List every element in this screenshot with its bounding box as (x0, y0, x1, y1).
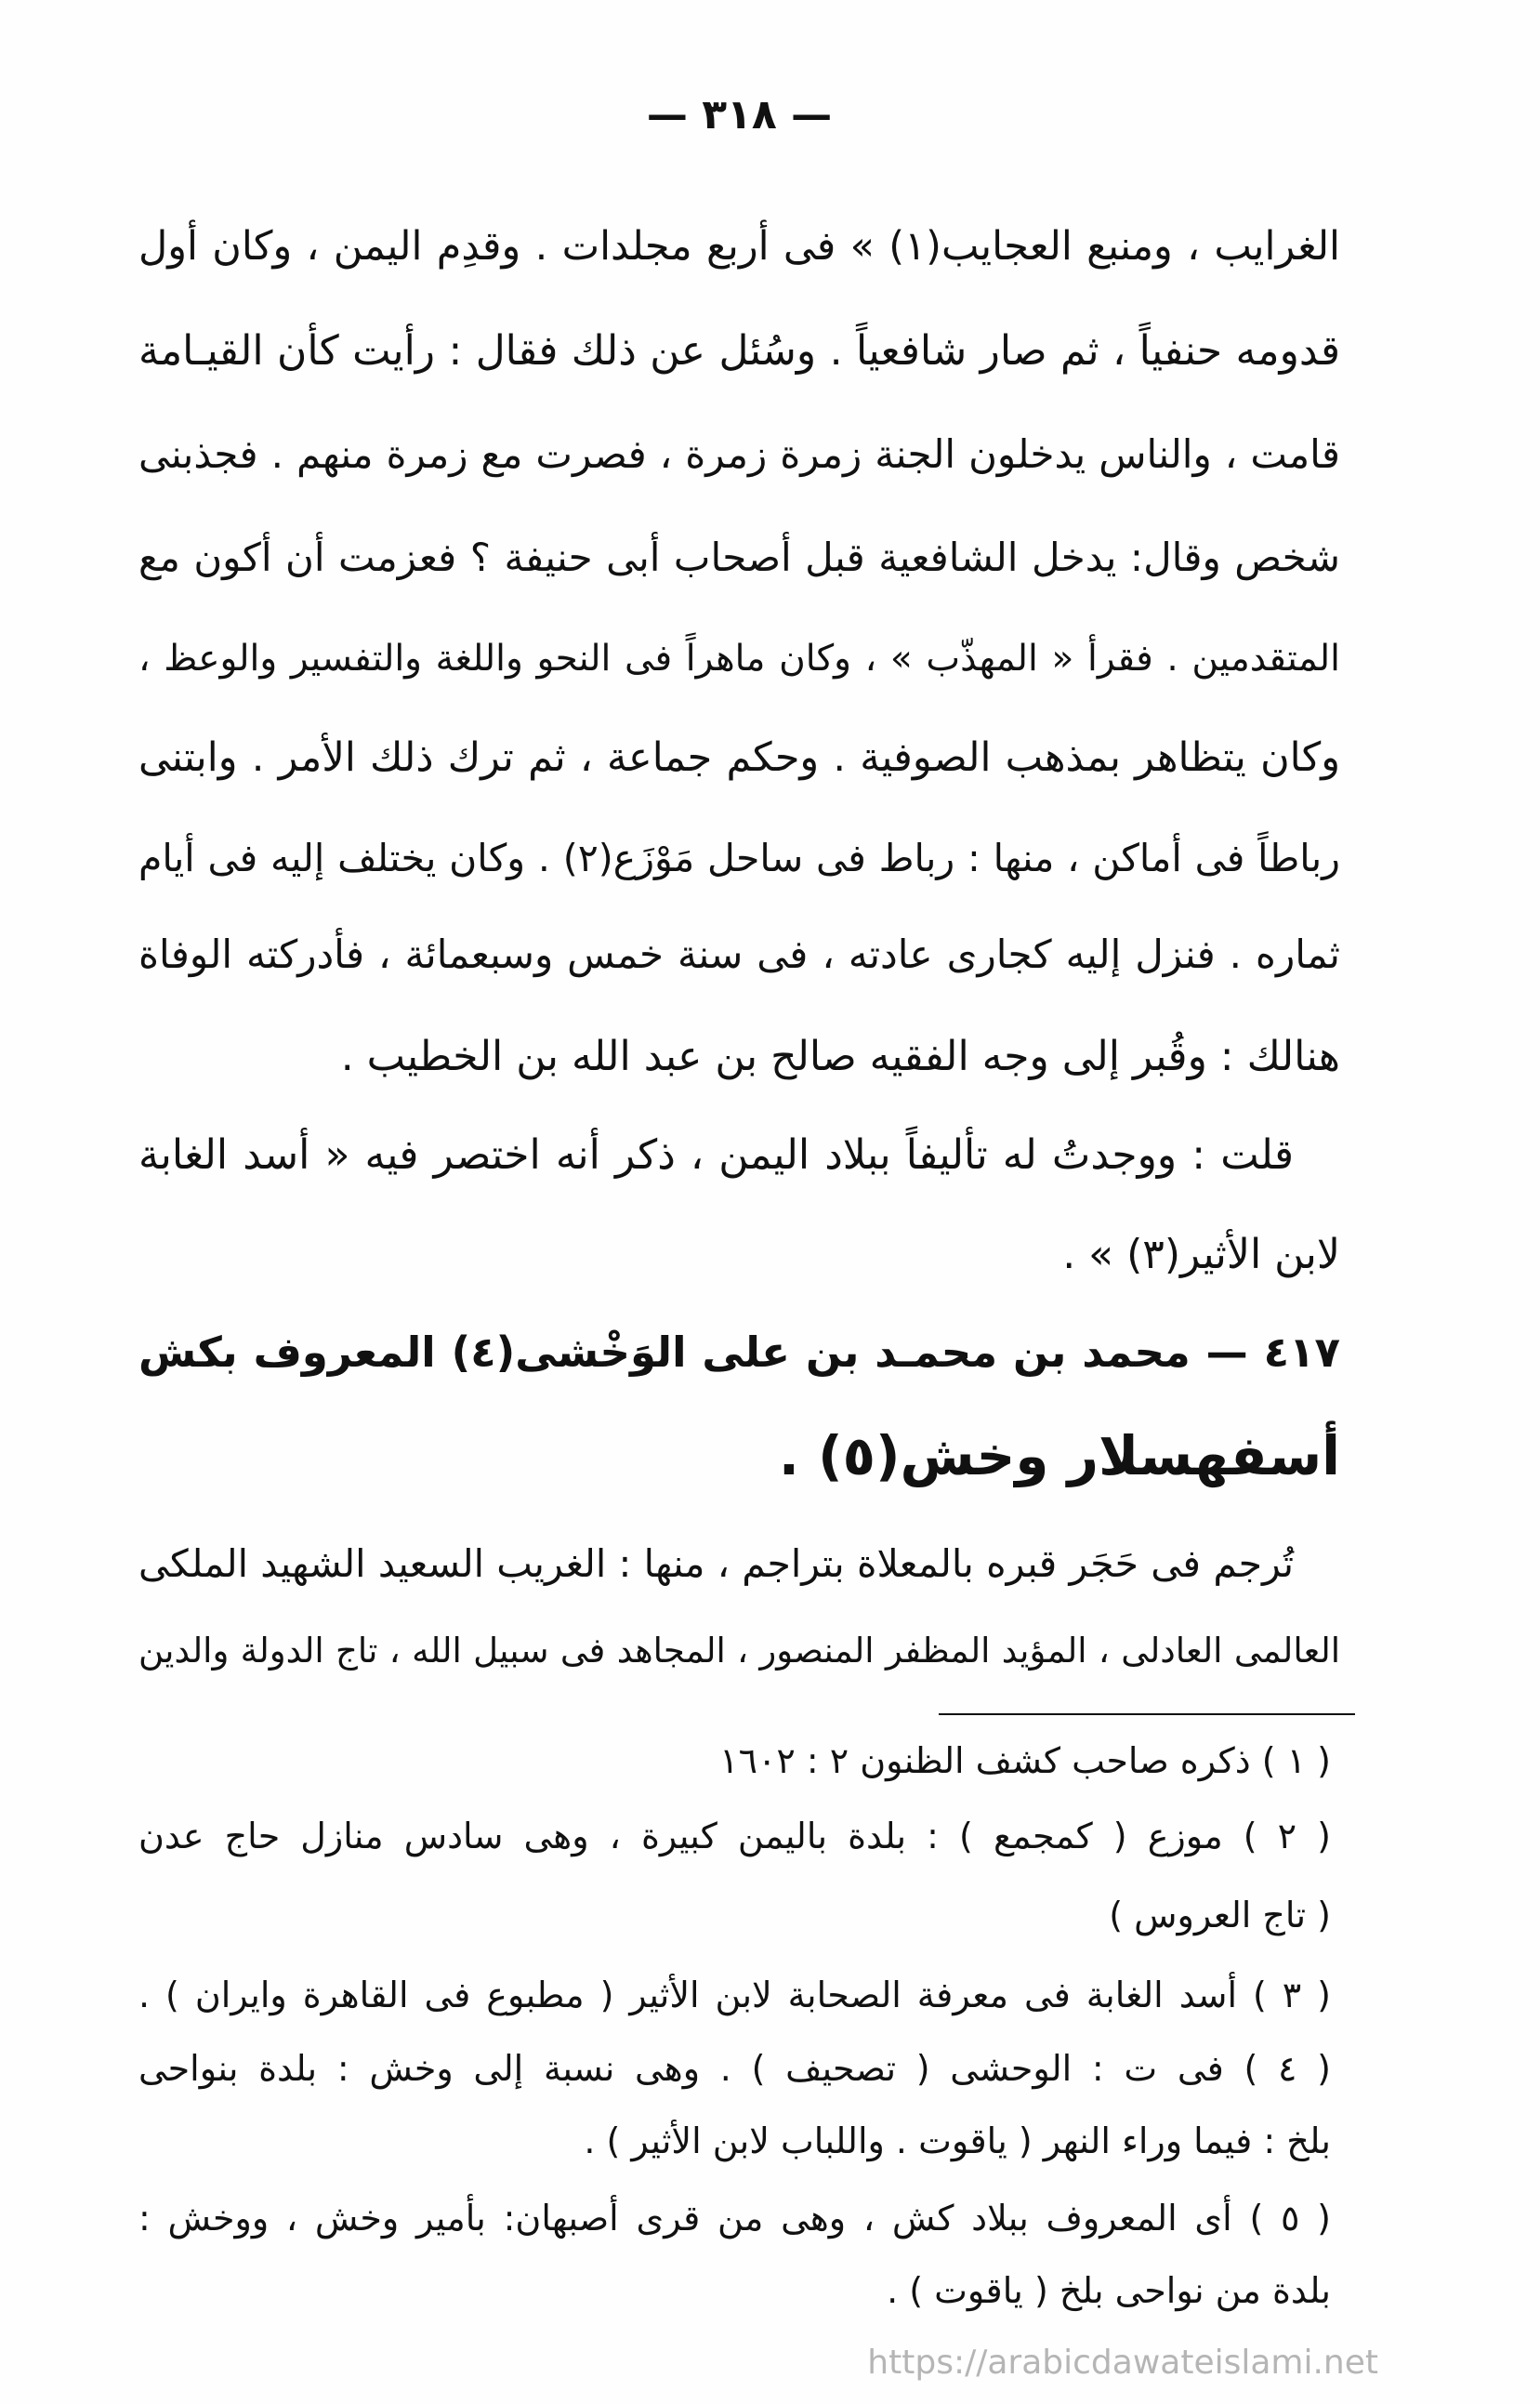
text-line: وكان يتظاهر بمذهب الصوفية . وحكم جماعة ، ثم ترك ذلك الأمر . وابتنى (138, 734, 1340, 781)
text-line: تُرجم فى حَجَر قبره بالمعلاة بتراجم ، منها : الغريب السعيد الشهيد الملكى (138, 1541, 1294, 1586)
entry-heading: أسفهسلار وخش(٥) . (778, 1424, 1340, 1487)
footnote-separator (939, 1713, 1355, 1715)
text-line: قلت : ووجدتُ له تأليفاً ببلاد اليمن ، ذكر أنه اختصر فيه « أسد الغابة (138, 1131, 1294, 1179)
text-line: رباطاً فى أماكن ، منها : رباط فى ساحل مَوْزَع(٢) . وكان يختلف إليه فى أيام (138, 836, 1340, 880)
watermark-url: https://arabicdawateislami.net (867, 2344, 1378, 2382)
text-line: قدومه حنفياً ، ثم صار شافعياً . وسُئل عن ذلك فقال : رأيت كأن القيـامة (138, 327, 1340, 375)
text-line: الغرايب ، ومنبع العجايب(١) » فى أربع مجلدات . وقدِم اليمن ، وكان أول (138, 223, 1340, 270)
text-line: هنالك : وقُبر إلى وجه الفقيه صالح بن عبد الله بن الخطيب . (340, 1033, 1340, 1080)
footnote-line: بلدة من نواحى بلخ ( ياقوت ) . (887, 2270, 1331, 2311)
text-line: قامت ، والناس يدخلون الجنة زمرة زمرة ، فصرت مع زمرة منهم . فجذبنى (138, 431, 1340, 477)
footnote-line: ( ٣ ) أسد الغابة فى معرفة الصحابة لابن الأثير ( مطبوع فى القاهرة وايران ) . (138, 1975, 1332, 2015)
footnote-line: ( ١ ) ذكره صاحب كشف الظنون ٢ : ١٦٠٢ (719, 1740, 1331, 1781)
footnote-line: ( تاج العروس ) (1109, 1895, 1331, 1935)
text-line: العالمى العادلى ، المؤيد المظفر المنصور ، المجاهد فى سبيل الله ، تاج الدولة والدين (138, 1631, 1340, 1671)
entry-heading: ٤١٧ — محمد بن محمـد بن على الوَخْشى(٤) المعروف بكش (138, 1327, 1340, 1377)
footnote-line: ( ٤ ) فى ت : الوحشى ( تصحيف ) . وهى نسبة إلى وخش : بلدة بنواحى (138, 2048, 1332, 2089)
footnote-line: ( ٢ ) موزع ( كمجمع ) : بلدة باليمن كبيرة ، وهى سادس منازل حاج عدن (138, 1816, 1331, 1856)
footnote-line: بلخ : فيما وراء النهر ( ياقوت . واللباب لابن الأثير ) . (584, 2120, 1331, 2161)
text-line: ثماره . فنزل إليه كجارى عادته ، فى سنة خمس وسبعمائة ، فأدركته الوفاة (138, 931, 1340, 977)
text-line: لابن الأثير(٣) » . (1062, 1231, 1340, 1278)
text-line: شخص وقال: يدخل الشافعية قبل أصحاب أبى حنيفة ؟ فعزمت أن أكون مع (138, 535, 1340, 580)
text-line: المتقدمين . فقرأ « المهذّب » ، وكان ماهراً فى النحو واللغة والتفسير والوعظ ، (138, 638, 1340, 680)
footnote-line: ( ٥ ) أى المعروف ببلاد كش ، وهى من قرى أصبهان: بأمير وخش ، ووخش : (138, 2198, 1331, 2239)
page-number: — ٣١٨ — (646, 91, 833, 139)
